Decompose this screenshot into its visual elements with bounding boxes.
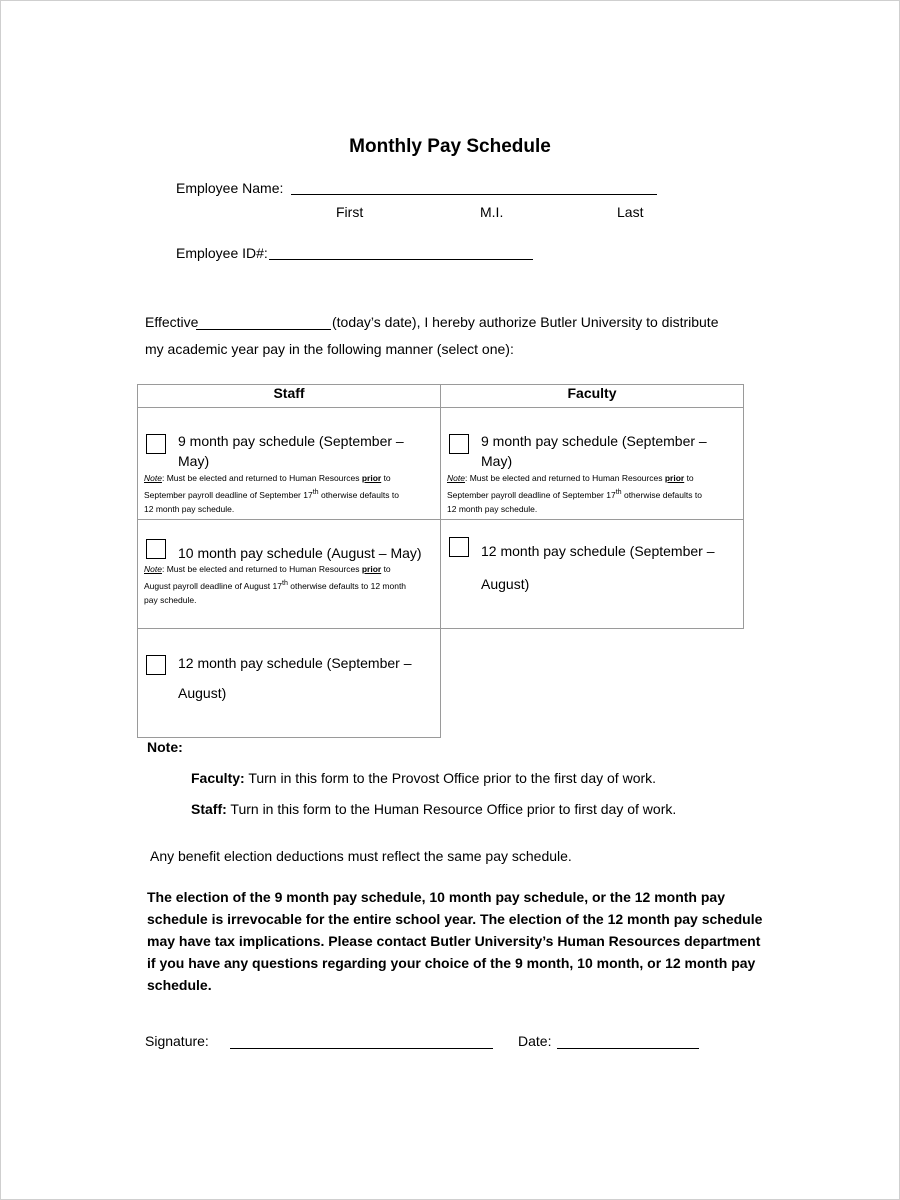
faculty-column-header: Faculty xyxy=(441,385,744,408)
staff-9-month-checkbox[interactable] xyxy=(146,434,166,454)
employee-name-field[interactable] xyxy=(291,194,657,195)
option-label-cont: August) xyxy=(481,576,530,592)
last-name-caption: Last xyxy=(617,204,644,220)
date-label: Date: xyxy=(518,1033,552,1049)
staff-option-10-month[interactable] xyxy=(138,520,441,629)
staff-10-month-checkbox[interactable] xyxy=(146,539,166,559)
faculty-9-month-checkbox[interactable] xyxy=(449,434,469,454)
notes-heading: Note: xyxy=(147,739,183,755)
option-label-cont: May) xyxy=(481,453,513,469)
signature-label: Signature: xyxy=(145,1033,209,1049)
employee-id-field[interactable] xyxy=(269,259,533,260)
option-note: Note: Must be elected and returned to Human Resources prior to September payroll deadline of September 17th otherwise defaults to 12 month pay schedule. xyxy=(144,473,399,514)
staff-option-9-month[interactable] xyxy=(138,408,441,520)
staff-instruction: Staff: Turn in this form to the Human Resource Office prior to first day of work. xyxy=(191,801,677,817)
effective-prefix: Effective xyxy=(145,314,199,330)
effective-date-field[interactable] xyxy=(196,329,331,330)
page-title: Monthly Pay Schedule xyxy=(349,136,551,157)
staff-column-header: Staff xyxy=(138,385,441,408)
faculty-option-12-month[interactable] xyxy=(441,520,744,629)
option-label-cont: August) xyxy=(178,685,227,701)
staff-12-month-checkbox[interactable] xyxy=(146,655,166,675)
option-label: 10 month pay schedule (August – May) xyxy=(178,545,422,561)
faculty-instruction: Faculty: Turn in this form to the Provost Office prior to the first day of work. xyxy=(191,770,657,786)
empty-cell xyxy=(441,629,744,738)
option-label: 9 month pay schedule (September – xyxy=(481,433,707,449)
option-label: 9 month pay schedule (September – xyxy=(178,433,404,449)
signature-field[interactable] xyxy=(230,1048,493,1049)
middle-initial-caption: M.I. xyxy=(480,204,504,220)
authorization-text: (today’s date), I hereby authorize Butler University to distribute xyxy=(332,314,719,330)
option-note: Note: Must be elected and returned to Human Resources prior to August payroll deadline of August 17th otherwise defaults to 12 month pay schedule. xyxy=(144,564,407,605)
option-label: 12 month pay schedule (September – xyxy=(481,543,715,559)
pay-schedule-table xyxy=(137,384,744,738)
election-disclaimer: The election of the 9 month pay schedule, 10 month pay schedule, or the 12 month pay schedule is irrevocable for the entire school year. The election of the 12 month pay schedule may have tax implications. Please contact Butler University’s Human Resources department if you have any questions regarding your choice of the 9 month, 10 month, or 12 month pay schedule. xyxy=(147,889,763,993)
option-label: 12 month pay schedule (September – xyxy=(178,655,412,671)
option-note: Note: Must be elected and returned to Human Resources prior to September payroll deadline of September 17th otherwise defaults to 12 month pay schedule. xyxy=(447,473,702,514)
faculty-option-9-month[interactable] xyxy=(441,408,744,520)
authorization-text-line2: my academic year pay in the following manner (select one): xyxy=(145,341,514,357)
employee-id-label: Employee ID#: xyxy=(176,245,268,261)
first-name-caption: First xyxy=(336,204,364,220)
option-label-cont: May) xyxy=(178,453,210,469)
date-field[interactable] xyxy=(557,1048,699,1049)
faculty-12-month-checkbox[interactable] xyxy=(449,537,469,557)
staff-option-12-month[interactable] xyxy=(138,629,441,738)
employee-name-label: Employee Name: xyxy=(176,180,284,196)
benefit-note: Any benefit election deductions must reflect the same pay schedule. xyxy=(150,848,572,864)
